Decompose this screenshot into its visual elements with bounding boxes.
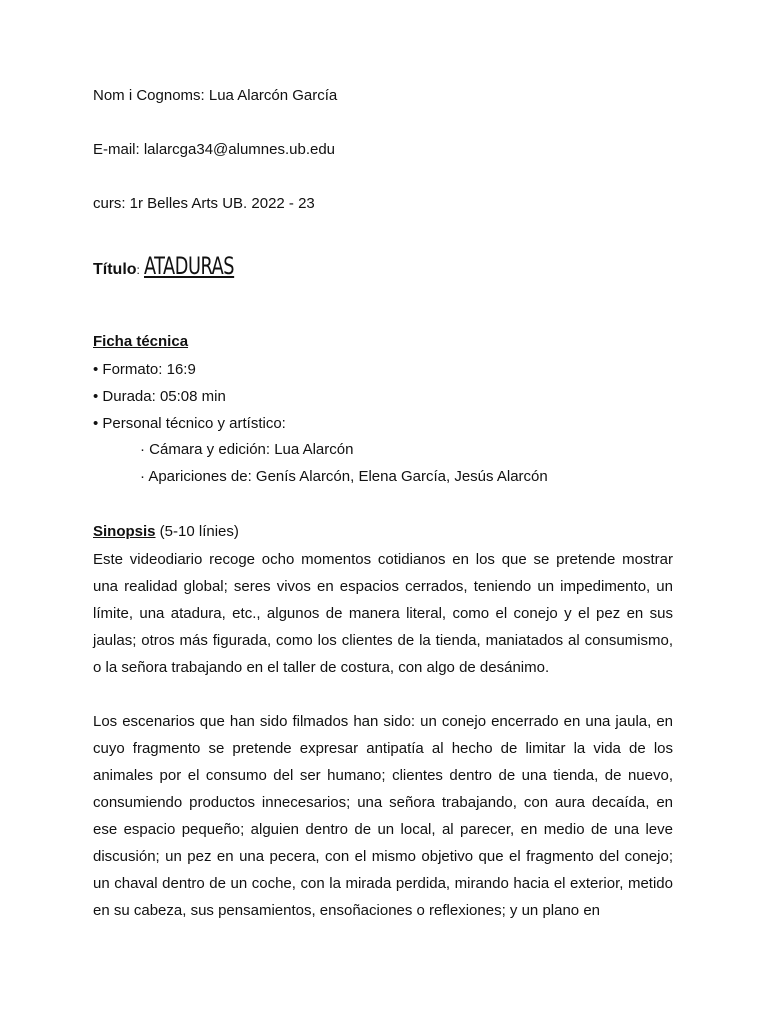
title-label: Título <box>93 261 137 278</box>
ficha-staff-sublist <box>140 441 548 495</box>
title-colon: : <box>136 263 140 277</box>
staff-camera-item: · Cámara y edición: Lua Alarcón <box>140 441 354 458</box>
sinopsis-heading: Sinopsis <box>93 523 156 540</box>
ficha-bullet-duration: • Durada: 05:08 min <box>93 388 226 405</box>
sinopsis-note: (5-10 línies) <box>155 523 239 540</box>
email-line: E-mail: lalarcga34@alumnes.ub.edu <box>93 141 336 158</box>
title-row <box>93 252 254 280</box>
ficha-bullet-format: • Formato: 16:9 <box>93 361 196 378</box>
ficha-bullet-list <box>93 361 286 442</box>
staff-appearances-item: · Apariciones de: Genís Alarcón, Elena García, Jesús Alarcón <box>140 468 548 485</box>
ficha-tecnica-heading: Ficha técnica <box>93 333 189 350</box>
sinopsis-heading-row <box>93 523 239 540</box>
title-value: ATADURAS <box>144 252 235 280</box>
sinopsis-paragraph-2: Los escenarios que han sido filmados han sido: un conejo encerrado en una jaula, en cuyo fragmento se pretende expresar antipatía al hecho de limitar la vida de los animales por el consumo del ser humano; clientes dentro de una tienda, de nuevo, consumiendo productos innecesarios; una señora trabajando, con aura decaída, en ese espacio pequeño; alguien dentro de un local, al parecer, en medio de una leve discusión; un pez en una pecera, con el mismo objetivo que el fragmento del conejo; un chaval dentro de un coche, con la mirada perdida, mirando hacia el exterior, metido en su cabeza, sus pensamientos, ensoñaciones o reflexiones; y un plano en <box>93 713 673 919</box>
ficha-bullet-staff: • Personal técnico y artístico: <box>93 415 286 432</box>
course-line: curs: 1r Belles Arts UB. 2022 - 23 <box>93 195 315 212</box>
author-name-line: Nom i Cognoms: Lua Alarcón García <box>93 87 338 104</box>
sinopsis-paragraph-1: Este videodiario recoge ocho momentos cotidianos en los que se pretende mostrar una realidad global; seres vivos en espacios cerrados, teniendo un impedimento, un límite, una atadura, etc., algunos de manera literal, como el conejo y el pez en sus jaulas; otros más figurada, como los clientes de la tienda, maniatados al consumismo, o la señora trabajando en el taller de costura, con algo de desánimo. <box>93 551 673 676</box>
